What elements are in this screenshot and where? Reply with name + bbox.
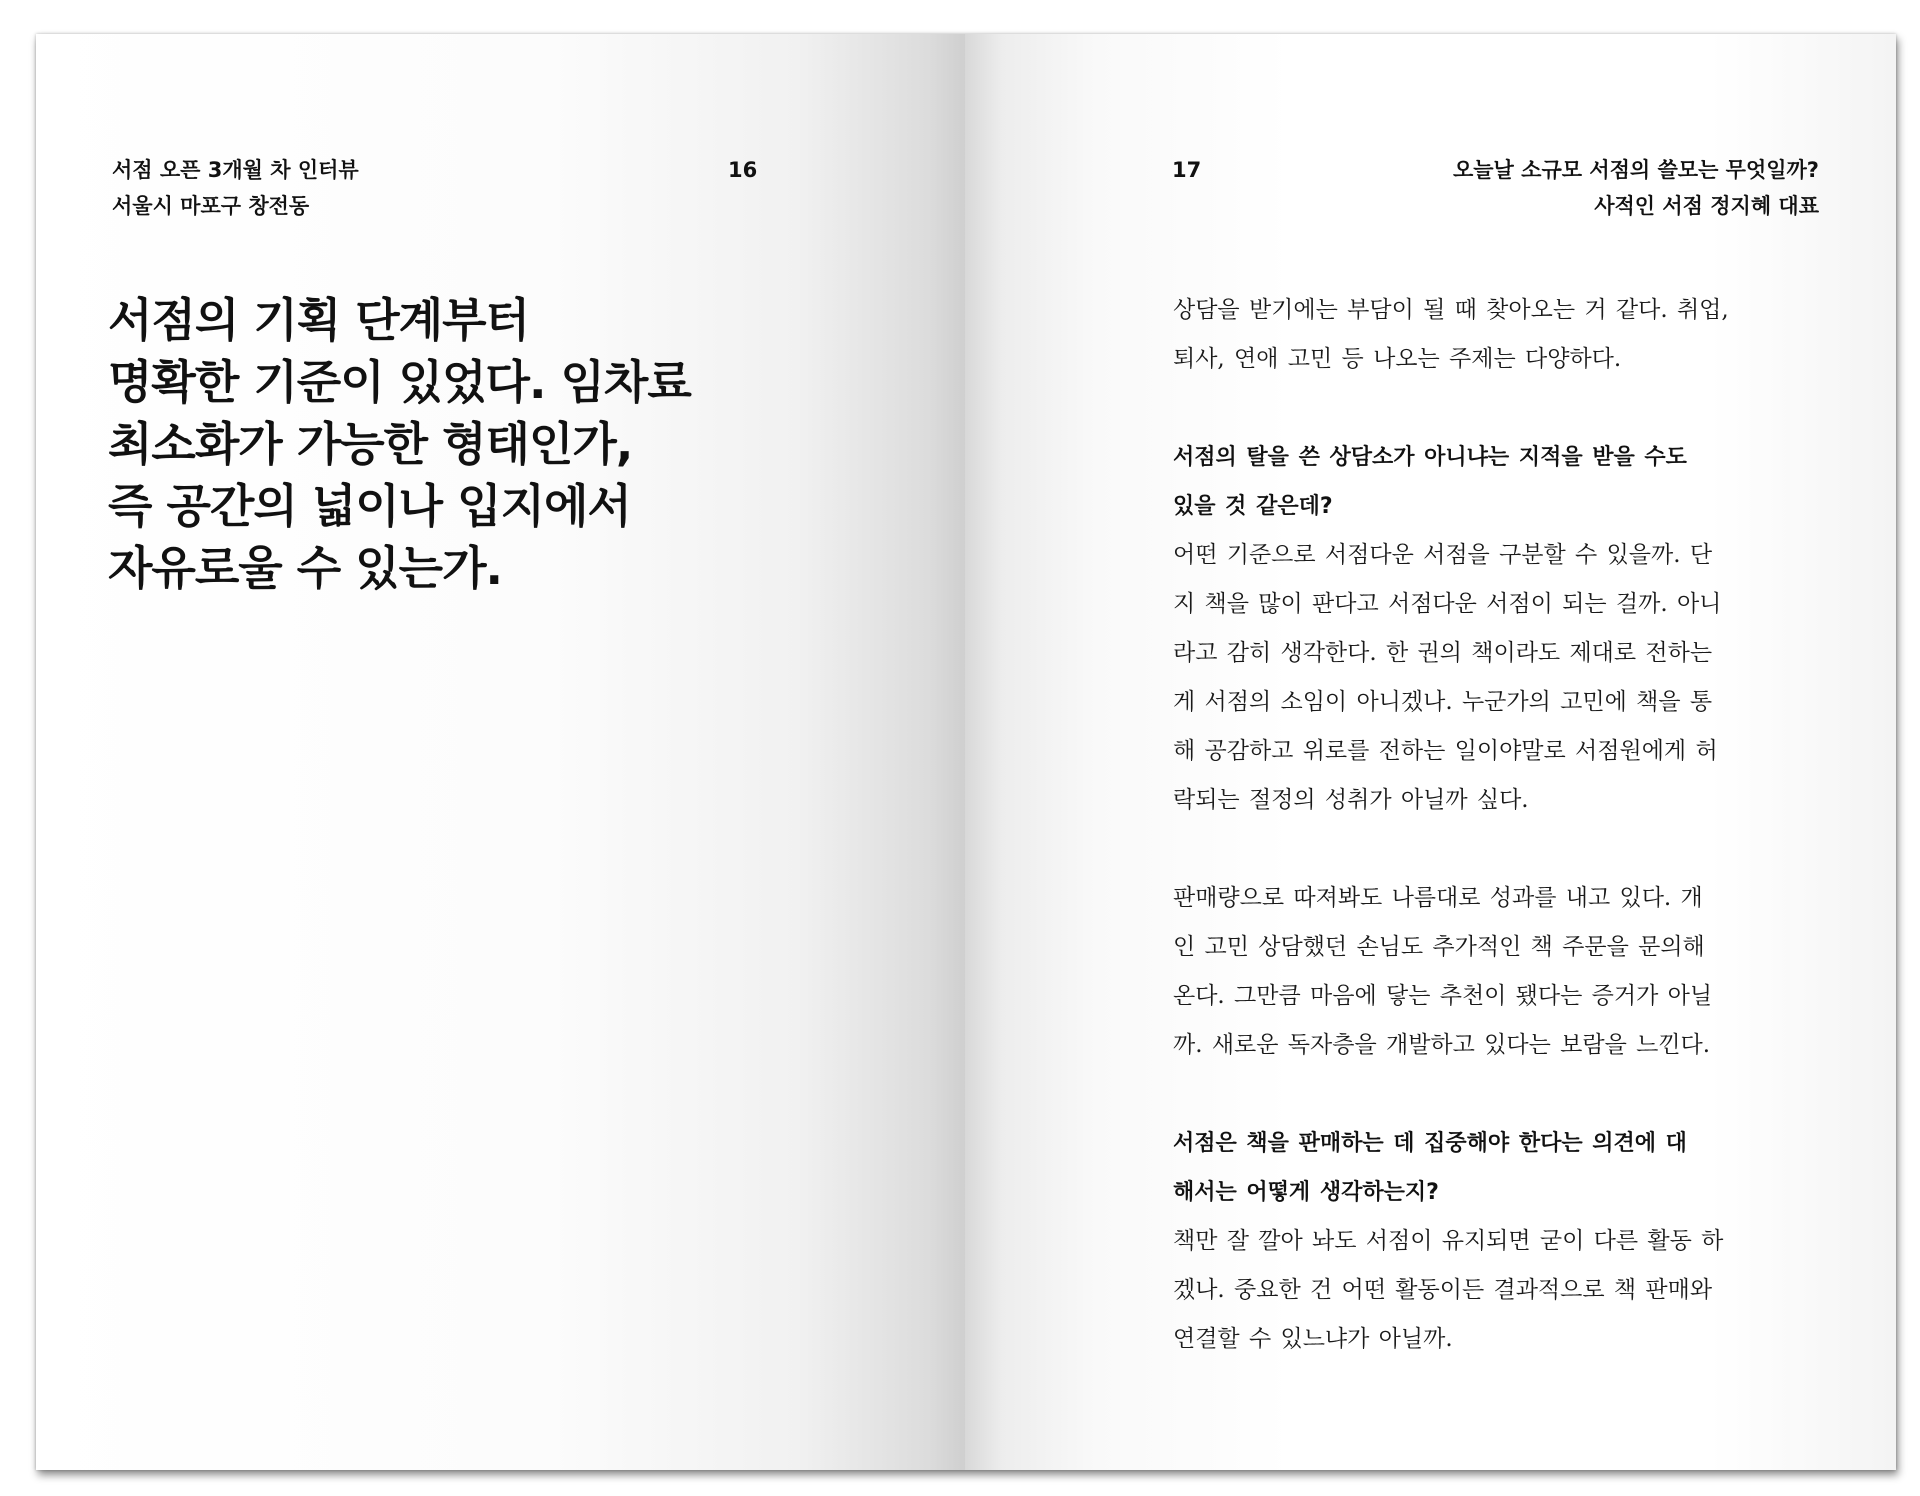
question-line: 서점의 탈을 쓴 상담소가 아니냐는 지적을 받을 수도 xyxy=(1173,445,1687,470)
pull-quote-line: 즉 공간의 넓이나 입지에서 xyxy=(108,479,631,533)
answer-line: 게 서점의 소임이 아니겠나. 누군가의 고민에 책을 통 xyxy=(1173,689,1713,715)
answer-line: 지 책을 많이 판다고 서점다운 서점이 되는 걸까. 아니 xyxy=(1173,591,1722,617)
question-line: 해서는 어떻게 생각하는지? xyxy=(1173,1180,1439,1205)
interview-body xyxy=(1173,286,1813,1364)
pull-quote-line: 자유로울 수 있는가. xyxy=(108,541,502,595)
paragraph-gap xyxy=(1173,384,1813,433)
answer-line: 어떤 기준으로 서점다운 서점을 구분할 수 있을까. 단 xyxy=(1173,542,1713,568)
right-running-head xyxy=(1453,152,1819,224)
answer-line: 온다. 그만큼 마음에 닿는 추천이 됐다는 증거가 아닐 xyxy=(1173,983,1713,1009)
answer-line: 책만 잘 깔아 놔도 서점이 유지되면 굳이 다른 활동 하 xyxy=(1173,1228,1724,1254)
answer-line: 라고 감히 생각한다. 한 권의 책이라도 제대로 전하는 xyxy=(1173,640,1713,666)
right-page xyxy=(965,34,1896,1470)
right-running-head-line: 사적인 서점 정지혜 대표 xyxy=(1594,194,1819,218)
right-running-head-line: 오늘날 소규모 서점의 쓸모는 무엇일까? xyxy=(1452,158,1819,182)
paragraph-gap xyxy=(1173,1070,1813,1119)
pull-quote-line: 최소화가 가능한 형태인가, xyxy=(108,417,633,471)
answer-line: 판매량으로 따져봐도 나름대로 성과를 내고 있다. 개 xyxy=(1173,885,1703,911)
answer-line: 까. 새로운 독자층을 개발하고 있다는 보람을 느낀다. xyxy=(1173,1032,1711,1058)
answer-line: 퇴사, 연애 고민 등 나오는 주제는 다양하다. xyxy=(1173,346,1622,372)
answer-line: 락되는 절정의 성취가 아닐까 싶다. xyxy=(1173,787,1529,813)
question-line: 있을 것 같은데? xyxy=(1173,494,1333,519)
answer-line: 인 고민 상담했던 손님도 추가적인 책 주문을 문의해 xyxy=(1173,934,1705,960)
answer-line: 겠나. 중요한 건 어떤 활동이든 결과적으로 책 판매와 xyxy=(1173,1277,1713,1303)
pull-quote xyxy=(108,289,691,599)
left-running-head-line: 서점 오픈 3개월 차 인터뷰 xyxy=(112,158,359,182)
left-running-head-line: 서울시 마포구 창전동 xyxy=(112,194,310,218)
left-page-number: 16 xyxy=(728,158,758,182)
left-running-head xyxy=(112,152,359,224)
right-page-number: 17 xyxy=(1172,158,1202,182)
paragraph-gap xyxy=(1173,825,1813,874)
pull-quote-line: 서점의 기획 단계부터 xyxy=(108,293,529,347)
answer-line: 상담을 받기에는 부담이 될 때 찾아오는 거 같다. 취업, xyxy=(1173,297,1729,323)
answer-line: 해 공감하고 위로를 전하는 일이야말로 서점원에게 허 xyxy=(1173,738,1718,764)
question-line: 서점은 책을 판매하는 데 집중해야 한다는 의견에 대 xyxy=(1173,1131,1687,1156)
left-page xyxy=(36,34,965,1470)
answer-line: 연결할 수 있느냐가 아닐까. xyxy=(1173,1326,1453,1352)
pull-quote-line: 명확한 기준이 있었다. 임차료 xyxy=(108,355,691,409)
book-spread xyxy=(36,34,1896,1470)
